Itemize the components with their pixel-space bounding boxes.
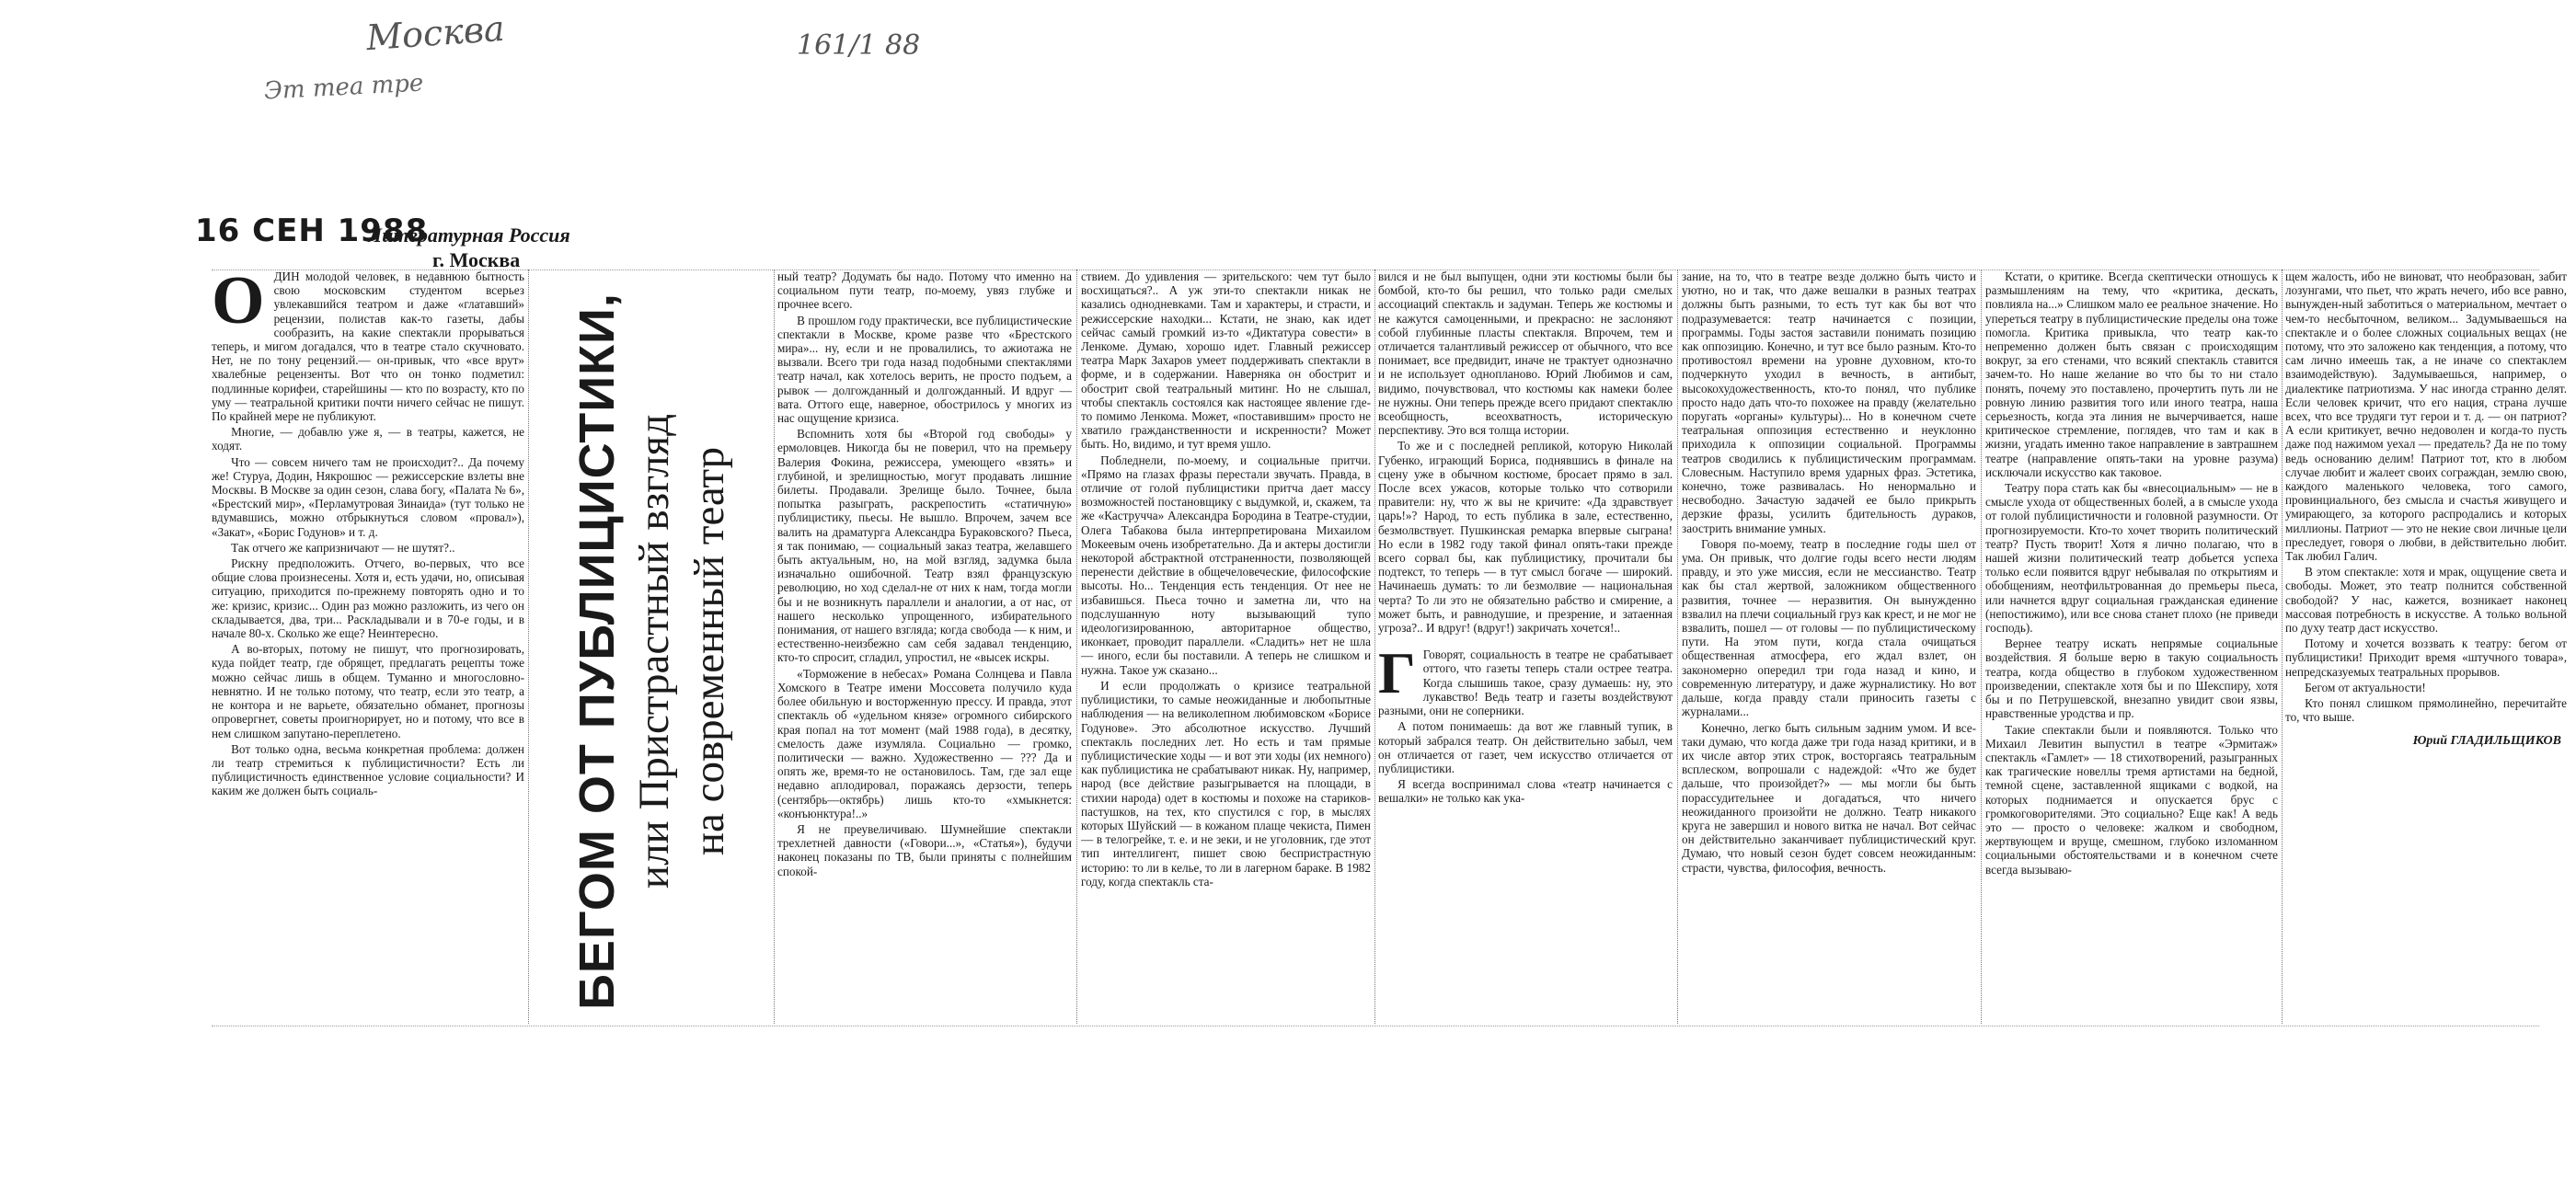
column-divider (528, 269, 530, 1024)
article-column-5 (1682, 269, 1976, 1024)
article-paragraph: Кстати, о критике. Всегда скептически отношусь к размышлениям на тему, что «критика, дескать, повлияла на...» Слишком мало ее реальное значение. Но упереться театру в публицистические пределы она тоже помогла. Критика привыкла, что театр как-то непременно должен быть связан с происходящим вокруг, за его стенами, что всякий спектакль ставится зачем-то. Но наше желание во что бы то ни стало понять, почему это поставлено, прочертить путь ли не ровную линию развития того или иного театра, наша серьезность, когда эта линия не вычерчивается, наше критическое стремление, поглядев, что там и как в жизни, угадать именно такое направление в завтрашнем театре (направление опять-таки на уровне разума) исключали искусство как таковое. (1985, 269, 2278, 479)
handwritten-city-note: Москва (364, 7, 506, 59)
article-clipping (212, 269, 2567, 1035)
column-divider (1374, 269, 1376, 1024)
article-paragraph: Побледнели, по-моему, и социальные притчи. «Прямо на глазах фразы перестали звучать. Правда, в отличие от голой публицистики притча дает массу возможностей постановщику с выдумкой, и, скажем, та же «Кастручча» Александра Бородина в Театре-студии, Олега Табакова была интерпретирована Михаилом Мокеевым очень изобретательно. Да и актеры достигли некоторой абстрактной отстраненности, позволяющей перенести действие в общечеловеческие, философские высоты. Но... Тенденция есть тенденция. От нее не избавишься. Пьеса точно и заметна ли, что на подслушанную ноту вызывающий тупо идеологизированною, авторитарное общество, иконкает, проводит параллели. «Сладить» нет не шла — иного, если бы поставили. А теперь не слишком и нужна. Такое уж сказано... (1081, 453, 1371, 677)
headline-subtitle-1: или Пристрастный взгляд (630, 413, 678, 889)
article-paragraph: В этом спектакле: хотя и мрак, ощущение света и свободы. Может, это театр полнится собственной свободой? У нас, кажется, возникает наконец массовая потребность в искусстве. А только вольной по духу театр даст искусство. (2285, 565, 2567, 636)
headline-main: БЕГОМ ОТ ПУБЛИЦИСТИКИ, (569, 292, 625, 1010)
article-paragraph (212, 269, 524, 423)
article-paragraph: Потому и хочется воззвать к театру: бегом от публицистики! Приходит время «штучного товара», непредсказуемых театральных прорывов. (2285, 636, 2567, 679)
drop-cap: О (212, 269, 265, 338)
drop-cap: Г (1378, 640, 1416, 706)
article-paragraph: Так отчего же капризничают — не шутят?.. (231, 540, 455, 555)
article-paragraph: В прошлом году практически, все публицистические спектакли в Москве, кроме разве что «Брестского мира»... ну, если и не провалились, то ажиотажа не вызвали. Всего три года назад подобными спектаклями театр начал, как хотелось верить, не просто подъем, а рывок — долгожданный и долгожданный. И вдруг — вата. Оттого еще, наверное, обострилось у многих из нас ощущение кризиса. (777, 313, 1072, 426)
article-paragraph: Я не преувеличиваю. Шумнейшие спектакли трехлетней давности («Говори...», «Статья»), будучи наконец показаны по ТВ, были приняты с полнейшим спокой- (777, 821, 1072, 878)
column-divider (1981, 269, 1983, 1024)
column-divider (2282, 269, 2283, 1024)
article-paragraph: Конечно, легко быть сильным задним умом. И все-таки думаю, что когда даже три года назад критики, и в их числе автор этих строк, восторгаясь театральным всплеском, вопрошали с надеждой: «Что же будет дальше, что произойдет?» — мы могли бы быть порассудительнее и догадаться, что ничего неожиданного произойти не должно. Театр никакого круга не завершил и нового витка не начал. Вот сейчас он действительно заканчивает публицистический круг. Думаю, что новый сезон будет совсем неожиданным: страсти, чувства, философия, вечность. (1682, 720, 1976, 875)
publication-name: Литературная Россия (368, 224, 570, 247)
article-paragraph: Я всегда воспринимал слова «театр начинается с вешалки» не только как ука- (1378, 777, 1673, 806)
column-divider (1076, 269, 1078, 1024)
article-paragraph: щем жалость, ибо не виноват, что необразован, забит лозунгами, что пьет, что жрать нечего, ибо все равно, вынужден-ный заботиться о материальном, мечтает о чем-то несбыточном, великом... Задумываешься на спектакле и о более сложных социальных вещах (не потому, что это заложено как тенденция, а потому, что сам лично имеешь так, а не иначе со спектаклем взаимодействую). Задумываешься, например, о диалектике патриотизма. У нас иногда странно делят. Если человек кричит, что его нация, страна лучше всех, что все трудяги тут герои и т. д. — он патриот? А если критикует, вечно недоволен и когда-то пусть даже под нажимом уехал — предатель? Да не по тому ведь основанию делим! Патриот тот, кто в любом случае любит и жалеет своих сограждан, землю свою, каждого маленького человека, того самого, провинциального, без смысла и счастья живущего и умирающего, за которого распродались и которых миллионы. Патриот — это не некие свои личные цели преследует, говоря о любви, в действительно любит. Так любил Галич. (2285, 269, 2567, 564)
headline-rotated (568, 283, 737, 1019)
date-stamp: 16 СЕН 1988 (195, 212, 429, 249)
article-column-6 (1985, 269, 2278, 1024)
article-paragraph: Такие спектакли были и появляются. Только что Михаил Левитин выпустил в театре «Эрмитаж» спектакль «Гамлет» — 18 стихотворений, разыгранных как трагические новеллы тремя артистами на бедной, темной сцене, заставленной ящиками с водкой, на которых поднимается и опускается брус с громкоговорителями. Это социально? Еще как! А ведь это — просто о человеке: жалком и свободном, жертвующем и вруще, смешном, глубоко изломанном социальными обстоятельствами и в конечном счете всегда вызываю- (1985, 722, 2278, 877)
article-column-1 (212, 269, 524, 1024)
article-paragraph: И если продолжать о кризисе театральной публицистики, то самые неожиданные и любопытные наблюдения — на великолепном любимовском «Борисе Годунове». Это абсолютное искусство. Лучший спектакль последних лет. Но есть и там прямые публицистические ходы — и вот эти ходы (их немного) как публицистика не срабатывают никак. Ну, например, народ (все действие разыгрывается на площади, в стихии народа) одет в костюмы и похоже на стариков-пастушков, на тех, кто спустился с гор, в мыслях которых Шуйский — в кожаном плаще чекиста, Пимен — в телогрейке, т. е. и не зеки, и не уголовник, где этот тип интеллигент, пишет свою беспристрастную историю: то ли в келье, то ли в лагерном бараке. В 1982 году, когда спектакль ста- (1081, 678, 1371, 889)
handwritten-sub-note: Эт теа тре (263, 69, 424, 106)
column-divider (1677, 269, 1679, 1024)
article-paragraph: Бегом от актуальности! (2305, 680, 2426, 694)
article-column-2 (777, 269, 1072, 1024)
article-paragraph: Вспомнить хотя бы «Второй год свободы» у ермоловцев. Никогда бы не поверил, что на премьеру Валерия Фокина, режиссера, умеющего «взять» и глубиной, и зрелищностью, могут продавать лишние билеты. Продавали. Зрелище было. Точнее, была попытка разыграть, раскрепостить «статичную» публицистику, пьесы. Не вышло. Впрочем, зачем все валить на драматурга Александра Бураковского? Пьеса, я так понимаю, — социальный заказ театра, желавшего быть актуальным, но, на мой взгляд, задумка была изначально ошибочной. Театр взял французскую революцию, но ход сделал-не от них к нам, тогда могли бы и не возникнуть параллели и аналогии, а от нас, от нашего несколько упрощенного, избирательного понимания, от нашего взгляда; когда свобода — к ним, и естественно-неизбежно сам себя задавал тенденцию, кто-то спросит, сгладил, упростил, не «высек искры. (777, 427, 1072, 665)
article-column-3 (1081, 269, 1371, 1024)
paragraph-text: Говорят, социальность в театре не срабатывает оттого, что газеты теперь стали острее театра. Когда слышишь такое, сразу думаешь: ну, это лукавство! Ведь театр и газеты воздействуют разными, они не соперники. (1378, 648, 1673, 718)
column-divider (774, 269, 776, 1024)
article-paragraph: То же и с последней репликой, которую Николай Губенко, играющий Бориса, поднявшись в финале на сцену уже в обычном костюме, бросает прямо в зал. После всех ужасов, которые только что сотворили правители: ну, что ж вы не кричите: «Да здравствует царь!»? Народ, то есть публика в зале, естественно, безмолвствует. Пушкинская ремарка впервые сыграна! Но если в 1982 году такой финал опять-таки прежде всего сорвал бы, как публицистику, прочитали бы подтекст, то теперь — в тут смысл богаче — широкий. Начинаешь думать: то ли безмолвие — национальная черта? То ли это не обязательно рабство и смирение, а может быть, и равнодушие, и презрение, и затаенная угроза?.. И вдруг! (вдруг!) закричать хочется!.. (1378, 439, 1673, 636)
article-paragraph: Кто понял слишком прямолинейно, перечитайте то, что выше. (2285, 696, 2567, 725)
article-paragraph: Говоря по-моему, театр в последние годы шел от ума. Он привык, что долгие годы всего нести людям правду, и это уже миссия, если не мессианство. Театр как бы стал жертвой, заложником общественного развития, точнее — неразвития. Он вынужденно взвалил на плечи социальный груз как крест, и не мог не взвалить, пошел — от головы — по публицистическому пути. На этом пути, когда стала очищаться общественная атмосфера, его ждал взлет, он закономерно опередил три года назад и кино, и современную литературу, и даже журналистику. Но вот дальше, когда правду стали приносить газеты с журналами... (1682, 536, 1976, 719)
paragraph-text: ДИН молодой человек, в недавнюю бытность свою московским студентом всерьез увлекавшийся театром и даже «глатавший» рецензии, полистав как-то газеты, дабы сообразить, на какие спектакли прорываться теперь, и мигом догадался, что в театре стало скучновато. Нет, не по тону рецензий.— он-привык, что «все врут» хвалебные рецензенты. Вот что он тонко подметил: подлинные корифеи, старейшины — кто по возрасту, кто по уму — театральной критики почти ничего сейчас не пишут. По крайней мере не публикуют. (212, 269, 524, 424)
article-paragraph: Вернее театру искать непрямые социальные воздействия. Я больше верю в такую социальность театра, когда общество в глубоком художественном произведении, спектакле хотя бы и по Шекспиру, хотя бы и по Петрушевской, внезапно увидит свои язвы, нравственные уродства и пр. (1985, 636, 2278, 721)
article-paragraph: Рискну предположить. Отчего, во-первых, что все общие слова произнесены. Хотя и, есть удачи, но, описывая ситуацию, приходится по-прежнему повторять одно и то же: кризис, кризис... Один раз можно разложить, из чего он складывается, два, три... Раскладывали и в 70-е годы, и в начале 80-х. Сколько же еще? Неинтересно. (212, 556, 524, 641)
author-signature: Юрий ГЛАДИЛЬЩИКОВ (2412, 733, 2561, 748)
article-paragraph: А во-вторых, потому не пишут, что прогнозировать, куда пойдет театр, где обрящет, предлагать рецепты тоже можно сейчас лишь в общем. Туманно и многословно-невнятно. И не только потому, что театр, если это театр, а не контора и не варьете, обязательно обманет, прогнозы опровергнет, советы проигнорирует, но и потому, что все в нем слишком запутано-переплетено. (212, 642, 524, 740)
handwritten-number-note: 161/1 88 (797, 29, 921, 62)
article-paragraph: зание, на то, что в театре везде должно быть чисто и уютно, но и так, что даже вешалки в разных театрах должны быть разными, то есть тут как бы вот что подразумевается: театр начинается с позиции, программы. Годы застоя заставили понимать позицию как оппозицию. Конечно, и тут все было разным. Кто-то противостоял времени на уровне духовном, кто-то подчеркнуто уходил в вечность, в антибыт, высокохудожественность, кто-то понял, что публике просто надо дать что-то похожее на правду (желательно поругать «органы» культуры)... Но в конечном счете театральная оппозиция естественно и неуклонно приходила к оппозиции социальной. Программы театров сводились к публицистическим программам. Словесным. Наступило время ударных фраз. Эстетика, конечно, тоже развивалась. Но ненормально и несвободно. Зачастую задачей ее было прикрыть дерзкие фразы, усилить бдительность дураков, заострить внимание умных. (1682, 269, 1976, 535)
headline-block (532, 279, 773, 1024)
article-paragraph: А потом понимаешь: да вот же главный тупик, в который забрался театр. Он действительно забыл, чем он отличается от газет, чем искусство отличается от публицистики. (1378, 719, 1673, 775)
article-column-4 (1378, 269, 1673, 1024)
article-paragraph: ствием. До удивления — зрительского: чем тут было восхищаться?.. А уж эти-то спектакли никак не казались однодневками. Там и характеры, и страсти, и режиссерские находки... Кстати, не знаю, как идет сейчас самый громкий из-то «Диктатура совести» в Ленкоме. Думаю, хорошо идет. Главный режиссер театра Марк Захаров умеет поддерживать спектакли в форме, и в содержании. Наверняка он обострит и обострит свой театральный митинг. Но не слышал, чтобы спектакль состоялся как настоящее явление где-то помимо Ленкома. Может, «поставившим» просто не хватило гражданственности и искренности? Может быть. Но, видимо, и тут время ушло. (1081, 269, 1371, 452)
article-paragraph: «Торможение в небесах» Романа Солнцева и Павла Хомского в Театре имени Моссовета получило куда более обильную и восторженную прессу. И правда, этот спектакль об «удельном князе» огромного сибирского края попал на тот момент (май 1988 года), в десятку, смелость даже изумляла. Социально — громко, политически — важно. Художественно — ??? Да и опять же, время-то не остановилось. Там, где зал еще недавно аплодировал, поражаясь дерзости, теперь (сентябрь—октябрь) лишь кто-то «хмыкнется: «конъюнктура!..» (777, 666, 1072, 820)
article-paragraph: ный театр? Додумать бы надо. Потому что именно на социальном пути театр, по-моему, увяз глубже и прочнее всего. (777, 269, 1072, 312)
article-paragraph (1378, 640, 1673, 718)
article-paragraph: Многие, — добавлю уже я, — в театры, кажется, не ходят. (212, 425, 524, 453)
article-paragraph: Театру пора стать как бы «внесоциальным» — не в смысле ухода от общественных болей, а в смысле ухода от голой публицистичности и головной разумности. От прогнозируемости. Кто-то хочет творить политический театр? Пусть творит! Хотя я лично полагаю, что в нашей жизни политический театр добьется успеха только если появится вдруг небывалая по открытиям и обобщениям, неотфильтрованная до премьеры пьеса, или начнется вдруг социальная гражданская единение (непостижимо), или все снова станет плохо (не приведи господь). (1985, 481, 2278, 636)
publication-city: г. Москва (432, 248, 521, 271)
article-paragraph: вился и не был выпущен, одни эти костюмы были бы бомбой, кто-то бы решил, что только ради смелых ассоциаций спектакль и задуман. Теперь же костюмы и не кажутся самоценными, и прекрасно: не заслоняют собой глубинные пласты спектакля. Впрочем, тем и отличается талантливый режиссер от обычного, что все понимает, все предвидит, иначе не трактует однозначно и не использует однопланово. Юрий Любимов и сам, видимо, почувствовал, что костюмы как намеки более не нужны. Они теперь прежде всего придают спектаклю всеобщность, всеохватность, историческую перспективу. Это вся толща истории. (1378, 269, 1673, 438)
headline-subtitle-2: на современный театр (685, 446, 733, 856)
article-column-7 (2285, 269, 2567, 1024)
article-paragraph: Что — совсем ничего там не происходит?.. Да почему же! Стуруа, Додин, Някрошюс — режиссерские взлеты вне Москвы. В Москве за один сезон, слава богу, «Палата № 6», «Брестский мир», «Перламутровая Зинаида» (тут только не вдумавшись, можно отбрыкнуться словом «провал»), «Закат», «Борис Годунов» и т. д. (212, 454, 524, 539)
article-paragraph: Вот только одна, весьма конкретная проблема: должен ли театр стремиться к публицистичности? Есть ли публицистичность единственное условие социальности? И каким же должен быть социаль- (212, 741, 524, 798)
